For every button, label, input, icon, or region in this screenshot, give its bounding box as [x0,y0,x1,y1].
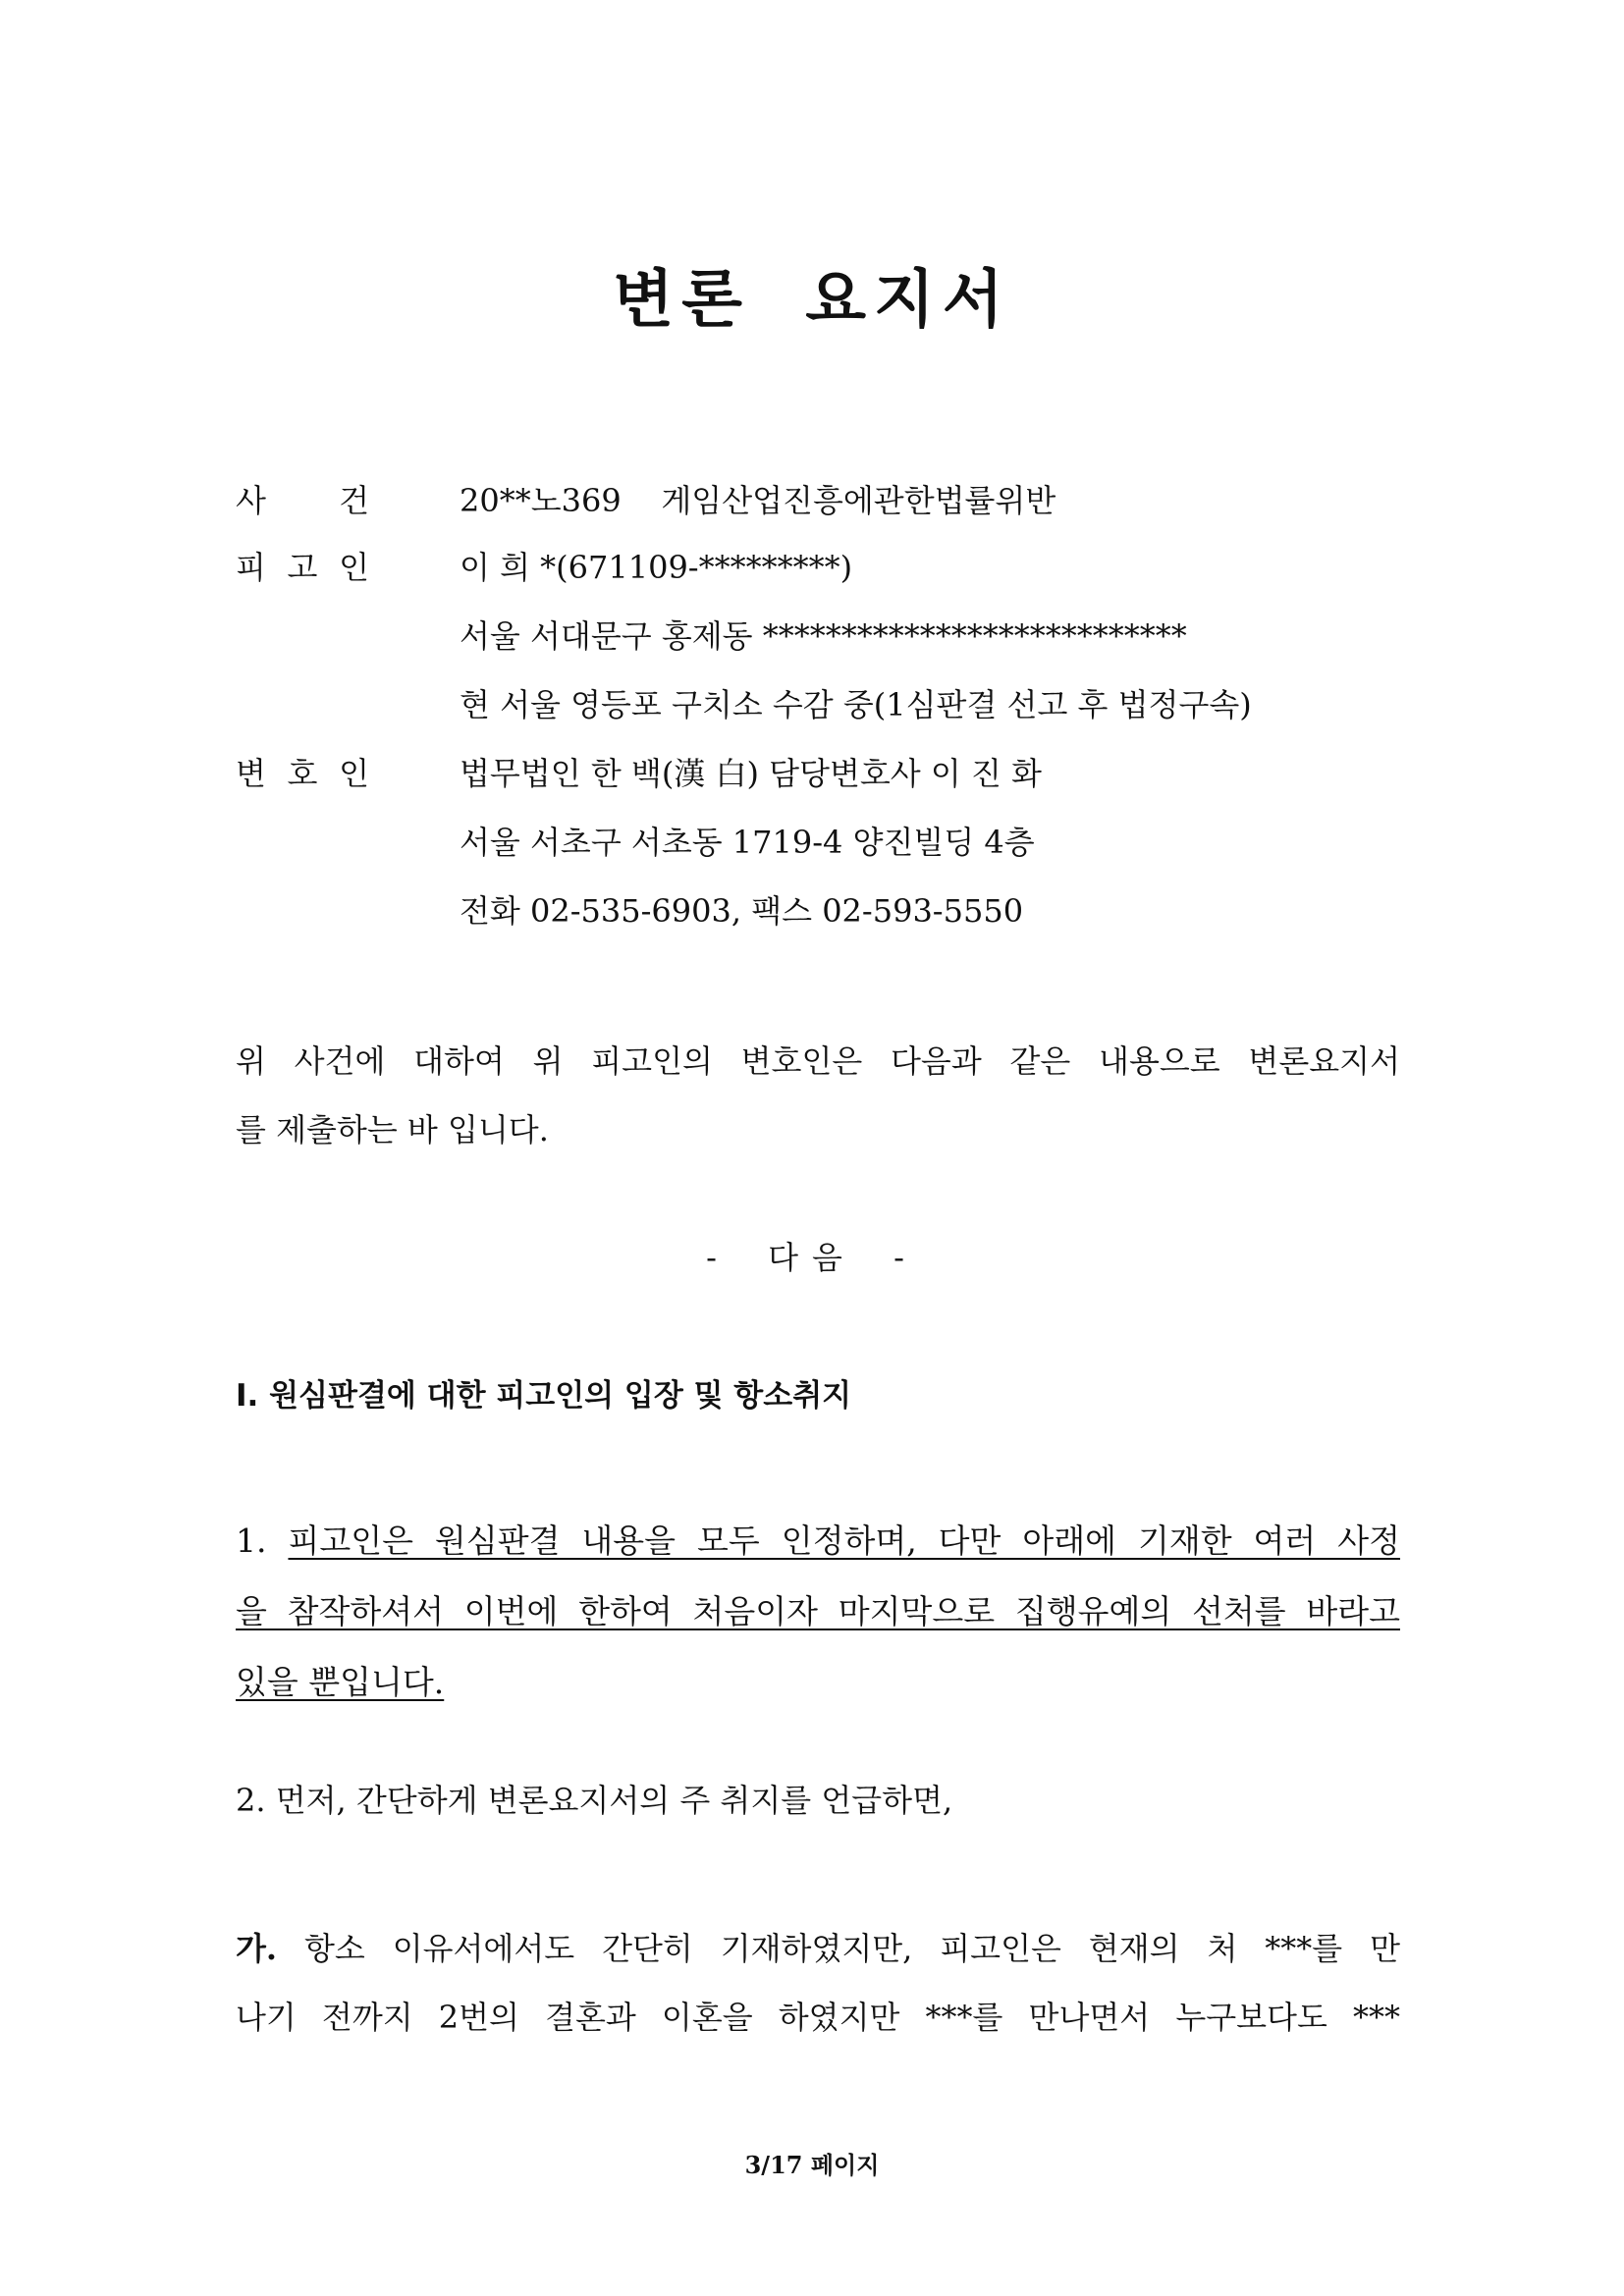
defendant-name: 이 희 *(671109-*********) [460,549,853,586]
counsel-contact: 전화 02-535-6903, 팩스 02-593-5550 [460,892,1024,930]
case-label: 사 건 [236,482,369,519]
defendant-label: 피 고 인 [236,549,369,586]
case-value: 20**노369 게임산업진흥에관한법률위반 [460,482,1056,519]
paragraph-1-line-3: 있을 뿐입니다. [236,1663,445,1701]
paragraph-1-line-2: 을 참작하셔서 이번에 한하여 처음이자 마지막으로 집행유예의 선처를 바라고 [236,1592,1400,1630]
paragraph-2: 2. 먼저, 간단하게 변론요지서의 주 취지를 언급하면, [236,1782,953,1819]
paragraph-3-marker: 가. [236,1930,278,1967]
paragraph-1 [236,1506,1400,1718]
next-divider: - 다음 - [706,1239,918,1276]
paragraph-1-line-1: 피고인은 원심판결 내용을 모두 인정하며, 다만 아래에 기재한 여러 사정 [288,1522,1401,1560]
counsel-address: 서울 서초구 서초동 1719-4 양진빌딩 4층 [460,824,1035,861]
document-title: 변론 요지서 [613,264,1011,337]
paragraph-3-line-1: 항소 이유서에서도 간단히 기재하였지만, 피고인은 현재의 처 ***를 만 [303,1930,1400,1967]
counsel-label: 변 호 인 [236,755,369,792]
paragraph-1-number: 1. [236,1522,267,1560]
intro-paragraph [236,1027,1400,1164]
defendant-address: 서울 서대문구 홍제동 *************************** [460,617,1187,655]
defendant-status: 현 서울 영등포 구치소 수감 중(1심판결 선고 후 법정구속) [460,686,1252,723]
counsel-name: 법무법인 한 백(漢 白) 담당변호사 이 진 화 [460,755,1042,792]
page-number: 3/17 페이지 [744,2151,880,2179]
paragraph-3 [236,1914,1400,2052]
intro-line-1: 위 사건에 대하여 위 피고인의 변호인은 다음과 같은 내용으로 변론요지서 [236,1042,1400,1080]
intro-line-2: 를 제출하는 바 입니다. [236,1111,549,1148]
section-heading-1: Ⅰ. 원심판결에 대한 피고인의 입장 및 항소취지 [236,1378,852,1414]
paragraph-3-line-2: 나기 전까지 2번의 결혼과 이혼을 하였지만 ***를 만나면서 누구보다도 *** [236,1999,1400,2036]
